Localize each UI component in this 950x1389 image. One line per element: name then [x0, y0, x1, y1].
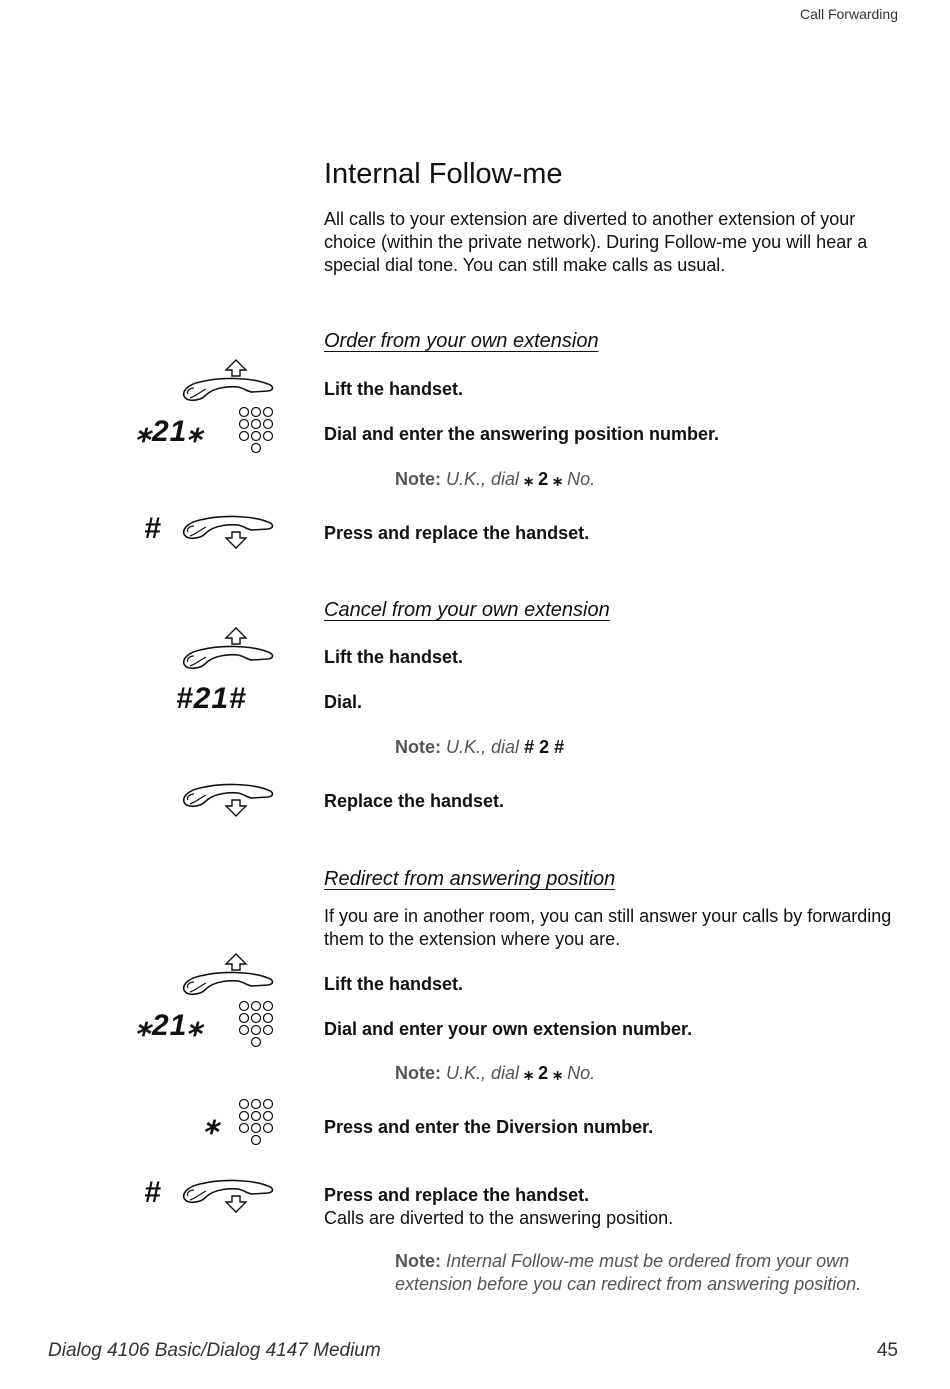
redirect-intro: If you are in another room, you can still answer your calls by forwarding them to the extension where you are. [324, 906, 892, 949]
order-step-replace: Press and replace the handset. [324, 523, 590, 543]
step-text: Press and replace the handset. [324, 1185, 590, 1205]
note-suffix: No. [567, 1063, 596, 1083]
redirect-star-key: ⁎ [204, 1107, 220, 1140]
note-label: Note: [395, 737, 441, 757]
note-code: ⁎ 2 ⁎ [524, 469, 563, 489]
keypad-icon [238, 406, 276, 456]
lift-handset-icon [180, 628, 276, 668]
note-text: Internal Follow-me must be ordered from your own extension before you can redirect from answering position. [395, 1251, 862, 1294]
order-step-lift: Lift the handset. [324, 379, 463, 399]
cancel-step-dial: Dial. [324, 692, 363, 712]
note-text: U.K., dial [446, 1063, 520, 1083]
cancel-dial-code: #21# [176, 682, 247, 715]
note-label: Note: [395, 1251, 441, 1271]
note-text: U.K., dial [446, 737, 520, 757]
keypad-icon [238, 1098, 276, 1148]
redirect-heading: Redirect from answering position [324, 868, 616, 890]
lift-handset-icon [180, 360, 276, 400]
lift-handset-icon [180, 954, 276, 994]
redirect-step-dial: Dial and enter your own extension number. [324, 1019, 693, 1039]
replace-handset-icon [180, 780, 276, 820]
final-note [395, 1250, 915, 1296]
replace-handset-icon [180, 1176, 276, 1216]
keypad-icon [238, 1000, 276, 1050]
replace-handset-icon [180, 512, 276, 552]
note-label: Note: [395, 469, 441, 489]
note-code: ⁎ 2 ⁎ [524, 1063, 563, 1083]
cancel-heading: Cancel from your own extension [324, 599, 610, 621]
redirect-note [395, 1062, 915, 1085]
order-dial-code: ⁎21⁎ [136, 415, 204, 448]
order-step-dial: Dial and enter the answering position number. [324, 424, 720, 444]
note-text: U.K., dial [446, 469, 520, 489]
redirect-step-replace [324, 1184, 673, 1230]
cancel-step-lift: Lift the handset. [324, 647, 463, 667]
step-subtext: Calls are diverted to the answering position. [324, 1208, 674, 1228]
note-code: # 2 # [524, 737, 565, 757]
note-suffix: No. [567, 469, 596, 489]
cancel-step-replace: Replace the handset. [324, 791, 505, 811]
order-hash-key: # [144, 512, 162, 545]
page-number: 45 [876, 1340, 898, 1361]
footer-title: Dialog 4106 Basic/Dialog 4147 Medium [48, 1340, 381, 1361]
redirect-hash-key: # [144, 1176, 162, 1209]
order-note [395, 468, 915, 491]
intro-paragraph: All calls to your extension are diverted to another extension of your choice (within the private network). During Follow-me you will hear a special dial tone. You can still make calls as usual. [324, 209, 868, 275]
running-head: Call Forwarding [799, 6, 898, 22]
page-title: Internal Follow-me [324, 158, 563, 190]
note-label: Note: [395, 1063, 441, 1083]
cancel-note [395, 736, 915, 759]
redirect-step-diversion: Press and enter the Diversion number. [324, 1117, 654, 1137]
redirect-step-lift: Lift the handset. [324, 974, 463, 994]
order-heading: Order from your own extension [324, 330, 599, 352]
redirect-dial-code: ⁎21⁎ [136, 1009, 204, 1042]
